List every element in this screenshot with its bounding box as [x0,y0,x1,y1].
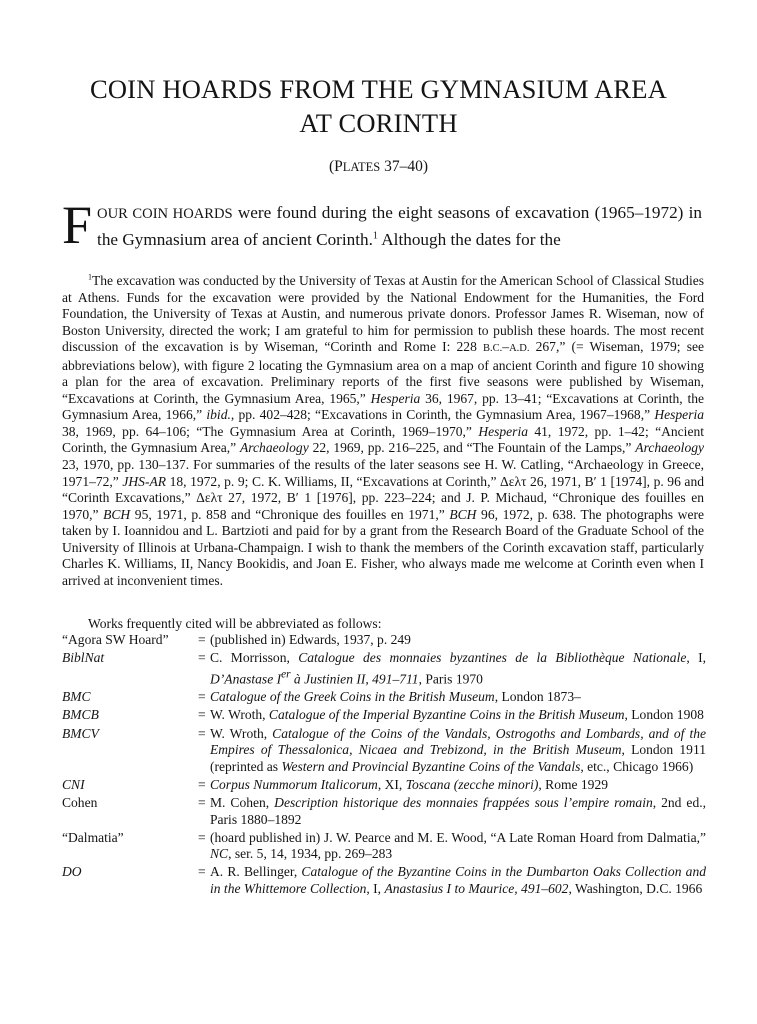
abbreviation-value: = C. Morrisson, Catalogue des monnaies byzantines de la Bibliothèque Nationale, I, D’Anastase Ier à Justinien II, 491–711, Paris 1970 [198,650,707,687]
abbreviation-key: “Agora SW Hoard” [62,632,169,647]
footnote-marker: 1 [372,230,378,242]
abbreviation-value: = (published in) Edwards, 1937, p. 249 [198,632,411,647]
drop-cap: F [62,195,93,255]
abbreviation-entry [62,795,706,828]
title-line-1: COIN HOARDS FROM THE GYMNASIUM AREA [89,74,668,104]
abbreviation-entry [62,632,706,649]
abbreviation-value: = W. Wroth, Catalogue of the Coins of the Vandals, Ostrogoths and Lombards, and of the Empires of Thessalonica, Nicaea and Trebizond, in the British Museum, London 1911 (reprinted as Western and Provincial Byzantine Coins of the Vandals, etc., Chicago 1966) [198,725,706,774]
abbreviation-key: “Dalmatia” [62,829,124,845]
abbreviations-intro: Works frequently cited will be abbreviated as follows: [88,616,382,631]
abbreviation-value: = W. Wroth, Catalogue of the Imperial Byzantine Coins in the British Museum, London 1908 [198,707,704,723]
abbreviation-entry [62,726,706,776]
abbreviation-key: BiblNat [62,650,105,666]
abbreviation-entry [62,777,706,794]
abbreviation-key: DO [62,864,82,880]
abbreviation-value: = M. Cohen, Description historique des monnaies frappées sous l’empire romain, 2nd ed., Paris 1880–1892 [198,795,706,827]
abbreviation-key: Cohen [62,795,98,810]
abbreviation-value: = A. R. Bellinger, Catalogue of the Byzantine Coins in the Dumbarton Oaks Collection and in the Whittemore Collection, I, Anastasius I to Maurice, 491–602, Washington, D.C. 1966 [198,864,706,896]
abbreviation-key: BMC [62,689,91,705]
plates-reference: (PLATES 37–40) [328,158,429,175]
abbreviation-entry [62,864,706,897]
article-title [0,72,757,140]
intro-paragraph: FOUR COIN HOARDS were found during the eight seasons of excavation (1965–1972) in the Gymnasium area of ancient Corinth.$^1$ Although the dates for the [62,195,702,255]
title-line-2: AT CORINTH [299,108,458,138]
abbreviation-key: BMCB [62,707,99,723]
abbreviation-value: = Corpus Nummorum Italicorum, XI, Toscana (zecche minori), Rome 1929 [198,776,609,792]
abbreviation-key: CNI [62,776,85,792]
abbreviations-list [62,632,706,899]
abbreviation-value: = (hoard published in) J. W. Pearce and M. E. Wood, “A Late Roman Hoard from Dalmatia,” NC, ser. 5, 14, 1934, pp. 269–283 [198,829,706,862]
abbreviation-entry [62,650,706,688]
abbreviation-entry [62,689,706,706]
abbreviation-entry [62,707,706,724]
abbreviation-entry [62,830,706,863]
footnote-1: $^1$The excavation was conducted by the University of Texas at Austin for the American School of Classical Studies at Athens. Funds for the excavation were provided by the National Endowment for the Humanities, the Ford Foundation, the University of Texas at Austin, and numerous private donors. Professor James R. Wiseman, now of Boston University, directed the work; I am grateful to him for permission to publish these hoards. The most recent discussion of the excavation is by Wiseman, “Corinth and Rome I: 228 B.C.–A.D. 267,” (= Wiseman, 1979; see abbreviations below), with figure 2 locating the Gymnasium area on a map of ancient Corinth and figure 10 showing a plan for the area of excavation. Preliminary reports of the first five seasons were published by Wiseman, “Excavations at Corinth, the Gymnasium Area, 1965,” Hesperia 36, 1967, pp. 13–41; “Excavations at Corinth, the Gymnasium Area, 1966,” ibid., pp. 402–428; “Excavations in Corinth, the Gymnasium Area, 1967–1968,” Hesperia 38, 1969, pp. 64–106; “The Gymnasium Area at Corinth, 1969–1970,” Hesperia 41, 1972, pp. 1–42; “Ancient Corinth, the Gymnasium Area,” Archaeology 22, 1969, pp. 216–225, and “The Fountain of the Lamps,” Archaeology 23, 1970, pp. 130–137. For summaries of the results of the later seasons see H. W. Catling, “Archaeology in Greece, 1971–72,” JHS-AR 18, 1972, p. 9; C. K. Williams, II, “Excavations at Corinth,” Δελτ 26, 1971, Β′ 1 [1974], p. 96 and “Corinth Excavations,” Δελτ 27, 1972, Β′ 1 [1976], pp. 223–224; and J. P. Michaud, “Chronique des fouilles en 1970,” BCH 95, 1971, p. 858 and “Chronique des fouilles en 1971,” BCH 96, 1972, p. 638. The photographs were taken by I. Ioannidou and L. Bartzioti and paid for by a grant from the Research Board of the Graduate School of the University of Illinois at Urbana-Champaign. I wish to thank the members of the Corinth excavation staff, particularly Charles K. Williams, II, Nancy Bookidis, and Joan E. Fisher, who always made me welcome at Corinth even when I arrived at inconvenient times. [62,272,705,588]
abbreviation-key: BMCV [62,725,99,741]
abbreviation-value: = Catalogue of the Greek Coins in the British Museum, London 1873– [198,689,581,705]
